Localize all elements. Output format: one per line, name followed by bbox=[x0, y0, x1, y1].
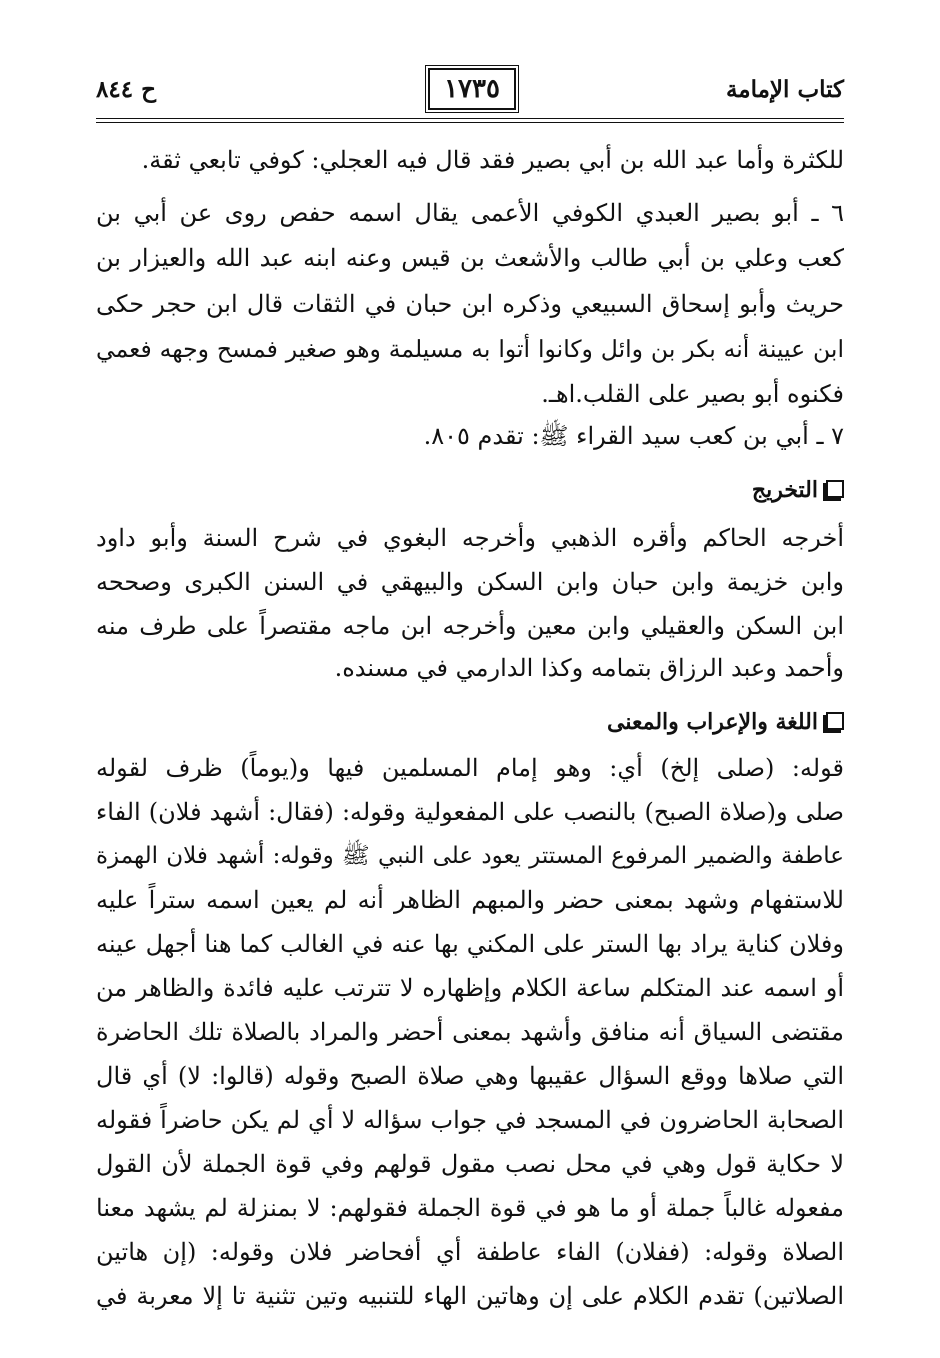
page-number: ١٧٣٥ bbox=[428, 68, 516, 110]
square-bullet-icon bbox=[826, 480, 844, 498]
page-header bbox=[96, 68, 844, 120]
text-line: وابن خزيمة وابن حبان وابن السكن والبيهقي في السنن الكبرى وصححه bbox=[96, 568, 844, 596]
section-heading-takhrij bbox=[96, 470, 844, 510]
text-line: ٧ ـ أبي بن كعب سيد القراء ﷺ: تقدم ٨٠٥. bbox=[423, 422, 844, 450]
text-line: لا حكاية قول وهي في محل نصب مقول قولهم وفي قوة الجملة لأن القول bbox=[96, 1150, 844, 1178]
text-line: الصلاتين) تقدم الكلام على إن وهاتين الهاء للتنبيه وتين تثنية تا إلا معربة في bbox=[96, 1282, 844, 1310]
text-line: للاستفهام وشهد بمعنى حضر والمبهم الظاهر أنه لم يعين اسمه ستراً عليه bbox=[96, 886, 844, 914]
text-line: للكثرة وأما عبد الله بن أبي بصير فقد قال فيه العجلي: كوفي تابعي ثقة. bbox=[141, 146, 844, 174]
text-line: التي صلاها ووقع السؤال عقيبها وهي صلاة الصبح وقوله (قالوا: لا) أي قال bbox=[96, 1062, 844, 1090]
text-line: قوله: (صلى إلخ) أي: وهو إمام المسلمين فيها و(يوماً) ظرف لقوله bbox=[96, 754, 844, 782]
text-line: حريث وأبو إسحاق السبيعي وذكره ابن حبان في الثقات قال ابن حجر حكى bbox=[96, 290, 844, 318]
heading-text: اللغة والإعراب والمعنى bbox=[607, 709, 818, 735]
text-line: مفعوله غالباً جملة أو ما هو في قوة الجملة فقولهم: لا بمنزلة لم يشهد معنا bbox=[96, 1194, 844, 1222]
book-title: كتاب الإمامة bbox=[725, 76, 844, 103]
text-line: كعب وعلي بن أبي طالب والأشعث بن قيس وعنه ابنه عبد الله والعيزار بن bbox=[96, 244, 844, 272]
square-bullet-icon bbox=[826, 712, 844, 730]
text-line: ٦ ـ أبو بصير العبدي الكوفي الأعمى يقال اسمه حفص روى عن أبي بن bbox=[96, 199, 844, 227]
text-line: ابن عيينة أنه بكر بن وائل وكانوا أتوا به مسيلمة وهو صغير فمسح وجهه فعمي bbox=[96, 335, 844, 363]
text-line: مقتضى السياق أنه منافق وأشهد بمعنى أحضر والمراد بالصلاة تلك الحاضرة bbox=[96, 1018, 844, 1046]
text-line: الصلاة وقوله: (ففلان) الفاء عاطفة أي أفحاضر فلان وقوله: (إن هاتين bbox=[96, 1238, 844, 1266]
text-line: وأحمد وعبد الرزاق بتمامه وكذا الدارمي في مسنده. bbox=[334, 654, 844, 682]
text-line: فكنوه أبو بصير على القلب.اهـ. bbox=[541, 380, 844, 408]
heading-text: التخريج bbox=[751, 477, 818, 503]
text-line: وفلان كناية يراد بها الستر على المكني بها عنه في الغالب كما هنا أجهل عينه bbox=[96, 930, 844, 958]
text-line: أخرجه الحاكم وأقره الذهبي وأخرجه البغوي في شرح السنة وأبو داود bbox=[96, 524, 844, 552]
text-line: ابن السكن والعقيلي وابن معين وأخرجه ابن ماجه مقتصراً على طرف منه bbox=[96, 612, 844, 640]
text-line: عاطفة والضمير المرفوع المستتر يعود على النبي ﷺ وقوله: أشهد فلان الهمزة bbox=[96, 843, 844, 869]
text-line: أو اسمه عند المتكلم ساعة الكلام وإظهاره لا تترتب عليه فائدة والظاهر من bbox=[96, 974, 844, 1002]
header-rule bbox=[96, 118, 844, 119]
text-line: صلى و(صلاة الصبح) بالنصب على المفعولية وقوله: (فقال: أشهد فلان) الفاء bbox=[96, 798, 844, 826]
section-heading-lugha bbox=[96, 702, 844, 742]
header-rule-double bbox=[96, 122, 844, 123]
text-line: الصحابة الحاضرون في المسجد في جواب سؤاله لا أي لم يكن حاضراً فقوله bbox=[96, 1106, 844, 1134]
hadith-reference: ح ٨٤٤ bbox=[96, 76, 156, 103]
